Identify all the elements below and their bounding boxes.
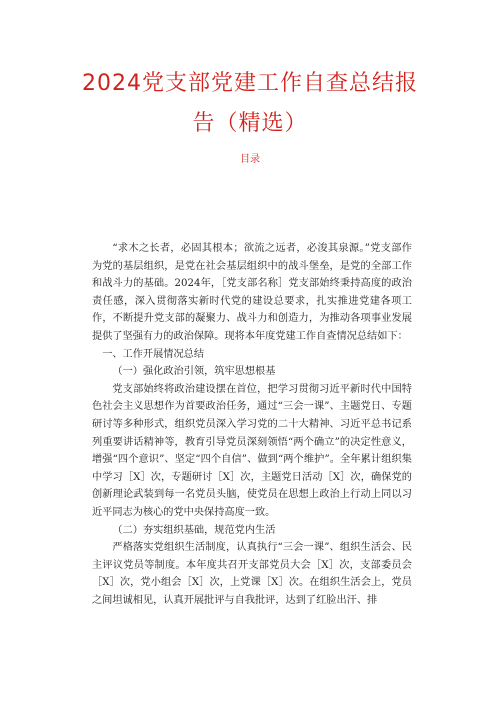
toc-link[interactable]: 目录	[240, 154, 260, 165]
subsection-heading-1: （一）强化政治引领，筑牢思想根基	[112, 366, 276, 378]
subsection-heading-2: （二）夯实组织基础，规范党内生活	[112, 524, 276, 536]
section-heading: 一、工作开展情况总结	[102, 348, 205, 360]
document-body	[92, 240, 412, 609]
document-title-line1: 2024党支部党建工作自查总结报	[82, 71, 418, 96]
intro-paragraph: “求木之长者，必固其根本；欲流之远者，必浚其泉源。”党支部作为党的基层组织，是党在社会基层组织中的战斗堡垒，是党的全部工作和战斗力的基础。2024年，［党支部名称］党支部始终秉持高度的政治责任感，深入贯彻落实新时代党的建设总要求，扎实推进党建各项工作，不断提升党支部的凝聚力、战斗力和创造力，为推动各项事业发展提供了坚强有力的政治保障。现将本年度党建工作自查情况总结如下：	[92, 243, 412, 342]
subsection-paragraph-1: 党支部始终将政治建设摆在首位，把学习贯彻习近平新时代中国特色社会主义思想作为首要政治任务，通过“三会一课”、主题党日、专题研讨等多种形式，组织党员深入学习党的二十大精神、习近平总书记系列重要讲话精神等，教育引导党员深刻领悟“两个确立”的决定性意义，增强“四个意识”、坚定“四个自信”、做到“两个维护”。全年累计组织集中学习［X］次，专题研讨［X］次，主题党日活动［X］次，确保党的创新理论武装到每一名党员头脑，使党员在思想上政治上行动上同以习近平同志为核心的党中央保持高度一致。	[92, 383, 412, 518]
subsection-paragraph-2: 严格落实党组织生活制度，认真执行“三会一课”、组织生活会、民主评议党员等制度。本年度共召开支部党员大会［X］次，支部委员会［X］次，党小组会［X］次，上党课［X］次。在组织生活会上，党员之间坦诚相见，认真开展批评与自我批评，达到了红脸出汗、排	[92, 542, 412, 606]
document-title-line2: 告（精选）	[192, 111, 308, 136]
